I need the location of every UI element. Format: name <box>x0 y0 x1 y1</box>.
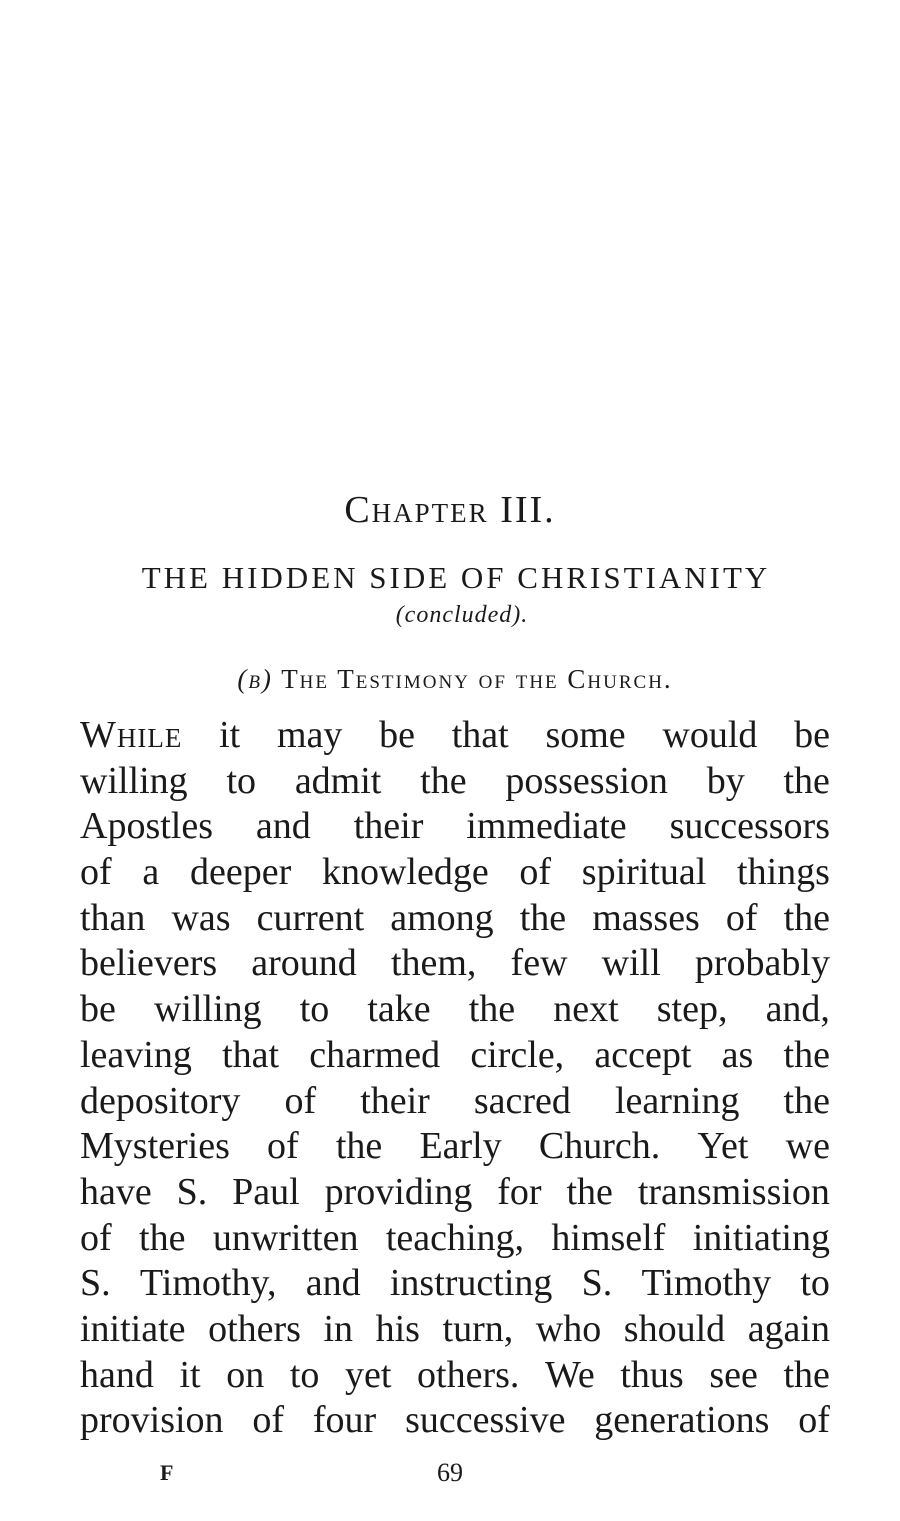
word: thus <box>620 1353 684 1396</box>
word: that <box>222 1033 280 1076</box>
text-line <box>80 804 830 850</box>
word: sacred <box>473 1079 571 1122</box>
word: spiritual <box>581 851 707 894</box>
chapter-numeral: III. <box>500 489 556 531</box>
word: as <box>721 1033 754 1076</box>
text-line <box>80 850 830 896</box>
word: and, <box>765 988 830 1031</box>
word: step, <box>656 988 728 1031</box>
word: their <box>360 1079 430 1122</box>
word: successive <box>405 1399 566 1442</box>
word: successors <box>669 805 830 848</box>
word: the <box>566 1170 613 1213</box>
word: the <box>468 988 516 1031</box>
word: be <box>80 988 116 1031</box>
word: who <box>535 1307 602 1350</box>
text-line <box>80 1170 830 1216</box>
word: will <box>601 942 661 985</box>
word: take <box>367 988 431 1031</box>
word: S. <box>581 1262 613 1305</box>
signature-mark: F <box>160 1460 174 1485</box>
text-line <box>80 1353 830 1399</box>
word: see <box>709 1353 758 1396</box>
word: leaving <box>80 1033 192 1076</box>
word: four <box>312 1399 377 1442</box>
chapter-word: Chapter <box>344 489 489 531</box>
word: again <box>747 1307 830 1350</box>
text-line <box>80 759 830 805</box>
word: to <box>226 759 257 802</box>
word: willing <box>153 988 262 1031</box>
word: the <box>139 1216 186 1259</box>
word: others <box>208 1307 301 1350</box>
word: teaching, <box>385 1216 525 1259</box>
word: deeper <box>189 851 292 894</box>
word: yet <box>345 1353 392 1396</box>
word: of <box>798 1399 830 1442</box>
word: possession <box>505 759 668 802</box>
word: instructing <box>389 1262 553 1305</box>
word: Timothy <box>641 1262 772 1305</box>
word: the <box>783 1079 830 1122</box>
word: than <box>80 896 146 939</box>
word: depository <box>80 1079 241 1122</box>
body-paragraph <box>80 713 830 1444</box>
text-line <box>80 1079 830 1125</box>
word: around <box>251 942 357 985</box>
word: to <box>299 988 330 1031</box>
word: S. <box>176 1170 208 1213</box>
word: of <box>267 1125 299 1168</box>
word: by <box>706 759 745 802</box>
word: was <box>171 896 231 939</box>
text-line <box>80 1307 830 1353</box>
word: the <box>420 759 467 802</box>
word: their <box>353 805 424 848</box>
word: a <box>142 851 160 894</box>
text-line <box>80 896 830 942</box>
word: of <box>80 851 112 894</box>
word: should <box>623 1307 726 1350</box>
word: provision <box>80 1399 224 1442</box>
word: be <box>379 714 415 756</box>
word: Yet <box>697 1125 749 1168</box>
word: others. <box>417 1353 520 1396</box>
word: While <box>80 714 183 756</box>
word: the <box>783 759 830 802</box>
word: and <box>255 805 311 848</box>
word: Paul <box>232 1170 300 1213</box>
word: circle, <box>470 1033 565 1076</box>
section-mark: (b) <box>237 664 273 694</box>
word: of <box>252 1399 285 1442</box>
word: S. <box>80 1262 111 1305</box>
word: unwritten <box>212 1216 359 1259</box>
section-heading <box>0 664 900 695</box>
word: his <box>375 1307 420 1350</box>
word: himself <box>551 1216 666 1259</box>
word: have <box>80 1170 152 1213</box>
word: Timothy, <box>139 1262 277 1305</box>
word: We <box>545 1353 595 1396</box>
word: it <box>219 714 241 756</box>
word: and <box>305 1262 361 1305</box>
word: Church. <box>538 1125 661 1168</box>
section-heading-text: The Testimony of the Church. <box>281 664 673 694</box>
chapter-heading <box>0 488 900 532</box>
word: things <box>737 851 830 894</box>
word: few <box>510 942 568 985</box>
word: of <box>80 1216 112 1259</box>
word: probably <box>694 942 830 985</box>
word: some <box>545 714 626 756</box>
word: Early <box>419 1125 502 1168</box>
text-line <box>80 713 830 759</box>
word: next <box>553 988 619 1031</box>
word: the <box>783 896 830 939</box>
text-line <box>80 1124 830 1170</box>
word: be <box>794 714 830 756</box>
word: masses <box>592 896 700 939</box>
word: would <box>662 714 758 756</box>
word: for <box>497 1170 542 1213</box>
text-line <box>80 1216 830 1262</box>
word: transmission <box>637 1170 830 1213</box>
text-line <box>80 941 830 987</box>
word: them, <box>390 942 477 985</box>
word: the <box>783 1033 830 1076</box>
word: it <box>179 1353 201 1396</box>
word: knowledge <box>321 851 489 894</box>
page-number: 69 <box>437 1458 463 1487</box>
word: the <box>335 1125 383 1168</box>
word: to <box>800 1262 830 1305</box>
word: charmed <box>309 1033 441 1076</box>
word: among <box>390 896 494 939</box>
word: accept <box>594 1033 692 1076</box>
word: the <box>519 896 567 939</box>
word: learning <box>614 1079 740 1122</box>
word: on <box>226 1353 265 1396</box>
word: initiating <box>692 1216 830 1259</box>
text-line <box>80 1398 830 1444</box>
word: willing <box>80 759 188 802</box>
text-line <box>80 1261 830 1307</box>
word: providing <box>324 1170 473 1213</box>
word: that <box>451 714 509 756</box>
word: turn, <box>442 1307 514 1350</box>
word: immediate <box>466 805 627 848</box>
word: Mysteries <box>80 1125 230 1168</box>
chapter-title-note: (concluded). <box>395 602 529 628</box>
word: may <box>276 714 343 756</box>
text-line <box>80 1033 830 1079</box>
word: of <box>519 851 552 894</box>
word: initiate <box>80 1307 186 1350</box>
word: of <box>284 1079 317 1122</box>
text-line <box>80 987 830 1033</box>
word: to <box>289 1353 320 1396</box>
word: believers <box>80 942 218 985</box>
word: Apostles <box>80 805 213 848</box>
word: hand <box>80 1353 154 1396</box>
word: admit <box>294 759 382 802</box>
word: current <box>256 896 365 939</box>
word: generations <box>594 1399 770 1442</box>
word: of <box>725 896 758 939</box>
word: the <box>783 1353 830 1396</box>
word: in <box>323 1307 354 1350</box>
word: we <box>785 1125 830 1168</box>
chapter-title: THE HIDDEN SIDE OF CHRISTIANITY <box>141 560 771 595</box>
